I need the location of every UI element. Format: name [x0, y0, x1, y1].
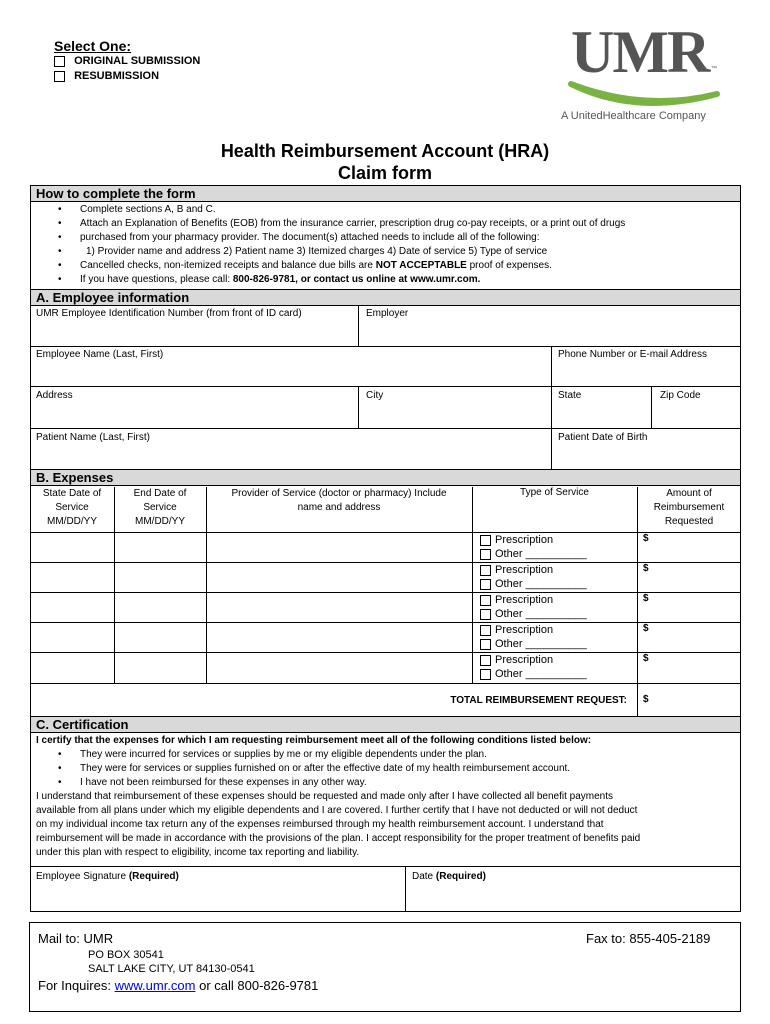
other-option[interactable]: [480, 667, 587, 681]
date-required: (Required): [435, 871, 486, 882]
signature-field[interactable]: [31, 884, 404, 911]
instruction-4-bold: 800-826-9781, or contact us online at www.umr.com.: [232, 274, 481, 285]
mail-to: Mail to: UMR: [38, 931, 114, 946]
instruction-2c-line: [30, 245, 741, 259]
patient-dob-label: Patient Date of Birth: [558, 432, 648, 443]
instruction-4-pre: If you have questions, please call:: [80, 274, 233, 285]
state-field[interactable]: [553, 402, 650, 427]
instruction-3-post: proof of expenses.: [466, 260, 552, 271]
col-amount-header: [637, 487, 741, 529]
zip-label: Zip Code: [660, 390, 701, 401]
end-date-field[interactable]: [115, 593, 205, 621]
patient-name-field[interactable]: [31, 444, 550, 468]
prescription-checkbox[interactable]: [480, 565, 491, 576]
other-checkbox[interactable]: [480, 639, 491, 650]
other-label: Other __________: [495, 638, 587, 650]
original-submission-checkbox[interactable]: [54, 56, 65, 67]
signature-required: (Required): [128, 871, 179, 882]
prescription-label: Prescription: [495, 534, 554, 546]
start-date-field[interactable]: [31, 593, 113, 621]
signature-label-text: Employee Signature: [36, 871, 129, 882]
state-label: State: [558, 390, 582, 401]
instruction-3: [30, 259, 741, 273]
employee-id-field[interactable]: [31, 320, 357, 345]
col-end-l1: End Date of: [133, 488, 187, 499]
other-checkbox[interactable]: [480, 669, 491, 680]
form-subtitle: Claim form: [337, 163, 433, 183]
cert-para-1: I understand that reimbursement of these expenses should be requested and made only after I have collected all benefit payments: [36, 791, 614, 802]
start-date-field[interactable]: [31, 623, 113, 651]
employee-name-field[interactable]: [31, 362, 550, 385]
cert-lead: I certify that the expenses for which I am requesting reimbursement meet all of the following conditions listed below:: [36, 735, 592, 746]
provider-field[interactable]: [207, 653, 471, 681]
provider-field[interactable]: [207, 563, 471, 591]
amount-field[interactable]: [643, 623, 739, 651]
col-provider-l1: Provider of Service (doctor or pharmacy) Include: [231, 488, 447, 499]
umr-logo: [561, 18, 725, 128]
end-date-field[interactable]: [115, 533, 205, 561]
umr-tm: ™: [711, 66, 717, 72]
original-submission-option[interactable]: [54, 55, 200, 67]
instruction-2a: Attach an Explanation of Benefits (EOB) from the insurance carrier, prescription drug co-pay receipts, or a print out of drugs: [80, 218, 626, 229]
type-of-service: [480, 653, 587, 681]
instruction-2: [30, 217, 741, 231]
prescription-option[interactable]: [480, 653, 587, 667]
resubmission-option[interactable]: [54, 70, 159, 82]
instruction-2b: purchased from your pharmacy provider. The document(s) attached needs to include all of the following:: [80, 232, 540, 243]
prescription-label: Prescription: [495, 654, 554, 666]
section-b-heading: B. Expenses: [30, 469, 741, 486]
prescription-checkbox[interactable]: [480, 655, 491, 666]
dollar-sign: $: [643, 653, 649, 664]
cert-cond-2: • They were for services or supplies furnished on or after the effective date of my health reimbursement account.: [30, 762, 736, 776]
other-option[interactable]: [480, 547, 587, 561]
other-option[interactable]: [480, 607, 587, 621]
form-title: Health Reimbursement Account (HRA): [220, 141, 550, 161]
col-amount-l2: Reimbursement: [653, 502, 725, 513]
instruction-2c: 1) Provider name and address 2) Patient name 3) Itemized charges 4) Date of service 5) Type of service: [86, 246, 548, 257]
fax-to: Fax to: 855-405-2189: [586, 931, 711, 946]
cert-para-2: available from all plans under which my eligible dependents and I are covered. I further certify that I have not deducted or will not deduct: [36, 805, 638, 816]
col-provider-l2: name and address: [297, 502, 381, 513]
amount-field[interactable]: [643, 653, 739, 681]
instruction-3-bold: NOT ACCEPTABLE: [375, 260, 467, 271]
col-end-l3: MM/DD/YY: [135, 516, 185, 527]
provider-field[interactable]: [207, 623, 471, 651]
other-checkbox[interactable]: [480, 549, 491, 560]
total-amount-field[interactable]: [643, 694, 649, 705]
prescription-label: Prescription: [495, 564, 554, 576]
other-label: Other __________: [495, 578, 587, 590]
end-date-field[interactable]: [115, 563, 205, 591]
other-checkbox[interactable]: [480, 579, 491, 590]
dollar-sign: $: [643, 593, 649, 604]
phone-email-field[interactable]: [553, 362, 740, 385]
mail-po-box: PO BOX 30541: [88, 949, 164, 961]
provider-field[interactable]: [207, 593, 471, 621]
employee-id-label: UMR Employee Identification Number (from front of ID card): [36, 308, 302, 319]
total-label: TOTAL REIMBURSEMENT REQUEST:: [450, 695, 627, 706]
city-label: City: [366, 390, 384, 401]
col-amount-l3: Requested: [664, 516, 714, 527]
inquiries-post: or call 800-826-9781: [195, 978, 319, 993]
type-of-service: [480, 533, 587, 561]
zip-field[interactable]: [653, 402, 740, 427]
start-date-field[interactable]: [31, 653, 113, 681]
other-option[interactable]: [480, 577, 587, 591]
other-label: Other __________: [495, 548, 587, 560]
other-label: Other __________: [495, 608, 587, 620]
col-start-l1: State Date of: [42, 488, 102, 499]
employer-field[interactable]: [360, 320, 740, 345]
col-start-date-header: [30, 487, 114, 529]
city-field[interactable]: [360, 402, 550, 427]
instruction-2b-line: [30, 231, 741, 245]
col-type-header: Type of Service: [520, 487, 589, 498]
dollar-sign: $: [643, 563, 649, 574]
address-field[interactable]: [31, 402, 357, 427]
col-end-date-header: [114, 487, 206, 529]
instruction-4: [30, 273, 741, 287]
how-to-instructions: [30, 203, 741, 287]
resubmission-label: RESUBMISSION: [74, 70, 160, 82]
cert-para-3: on my individual income tax return any of the expenses reimbursed through my health reimbursement account. I understand that: [36, 819, 604, 830]
type-of-service: [480, 593, 587, 621]
employer-label: Employer: [366, 308, 409, 319]
employee-name-label: Employee Name (Last, First): [36, 349, 164, 360]
amount-field[interactable]: [643, 533, 739, 561]
cert-para-4: reimbursement will be made in accordance with the provisions of the plan. I accept responsibility for the proper treatment of benefits paid: [36, 833, 641, 844]
instruction-3-pre: Cancelled checks, non-itemized receipts and balance due bills are: [80, 260, 376, 271]
prescription-option[interactable]: [480, 623, 587, 637]
mail-city: SALT LAKE CITY, UT 84130-0541: [88, 963, 255, 975]
start-date-field[interactable]: [31, 533, 113, 561]
col-provider-header: [206, 487, 472, 515]
amount-field[interactable]: [643, 563, 739, 591]
date-label-text: Date: [412, 871, 436, 882]
col-start-l3: MM/DD/YY: [47, 516, 97, 527]
cert-cond-3: • I have not been reimbursed for these expenses in any other way.: [30, 776, 736, 790]
instruction-1: • Complete sections A, B and C.: [30, 203, 741, 217]
section-a-heading: A. Employee information: [30, 289, 741, 306]
dollar-sign: $: [643, 533, 649, 544]
prescription-label: Prescription: [495, 594, 554, 606]
amount-field[interactable]: [643, 593, 739, 621]
umr-logo-subtitle: A UnitedHealthcare Company: [561, 110, 706, 122]
inquiries-line: [38, 978, 318, 993]
phone-email-label: Phone Number or E-mail Address: [558, 349, 707, 360]
end-date-field[interactable]: [115, 653, 205, 681]
umr-logo-text: UMR: [571, 19, 709, 85]
other-label: Other __________: [495, 668, 587, 680]
prescription-checkbox[interactable]: [480, 595, 491, 606]
type-of-service: [480, 623, 587, 651]
col-end-l2: Service: [143, 502, 177, 513]
prescription-checkbox[interactable]: [480, 535, 491, 546]
date-label: [412, 871, 486, 882]
prescription-option[interactable]: [480, 593, 587, 607]
prescription-option[interactable]: [480, 533, 587, 547]
patient-name-label: Patient Name (Last, First): [36, 432, 150, 443]
resubmission-checkbox[interactable]: [54, 71, 65, 82]
mail-box: [29, 922, 741, 1012]
select-one-label: Select One:: [54, 38, 132, 54]
cert-cond-1: • They were incurred for services or supplies by me or my eligible dependents under the plan.: [30, 748, 736, 762]
how-to-heading: How to complete the form: [30, 185, 741, 202]
provider-field[interactable]: [207, 533, 471, 561]
prescription-option[interactable]: [480, 563, 587, 577]
dollar-sign: $: [643, 623, 649, 634]
prescription-checkbox[interactable]: [480, 625, 491, 636]
other-option[interactable]: [480, 637, 587, 651]
section-c-heading: C. Certification: [30, 716, 741, 733]
total-dollar: $: [643, 694, 649, 705]
prescription-label: Prescription: [495, 624, 554, 636]
start-date-field[interactable]: [31, 563, 113, 591]
umr-website-link[interactable]: www.umr.com: [114, 978, 196, 993]
other-checkbox[interactable]: [480, 609, 491, 620]
original-submission-label: ORIGINAL SUBMISSION: [74, 55, 201, 67]
certification-text: [36, 734, 736, 860]
col-start-l2: Service: [55, 502, 89, 513]
end-date-field[interactable]: [115, 623, 205, 651]
date-field[interactable]: [407, 884, 740, 911]
type-of-service: [480, 563, 587, 591]
inquiries-pre: For Inquires:: [38, 978, 115, 993]
address-label: Address: [36, 390, 73, 401]
signature-label: [36, 871, 179, 882]
col-amount-l1: Amount of: [666, 488, 712, 499]
cert-para-5: under this plan with respect to eligibility, income tax reporting and liability.: [36, 847, 360, 858]
patient-dob-field[interactable]: [553, 444, 740, 468]
